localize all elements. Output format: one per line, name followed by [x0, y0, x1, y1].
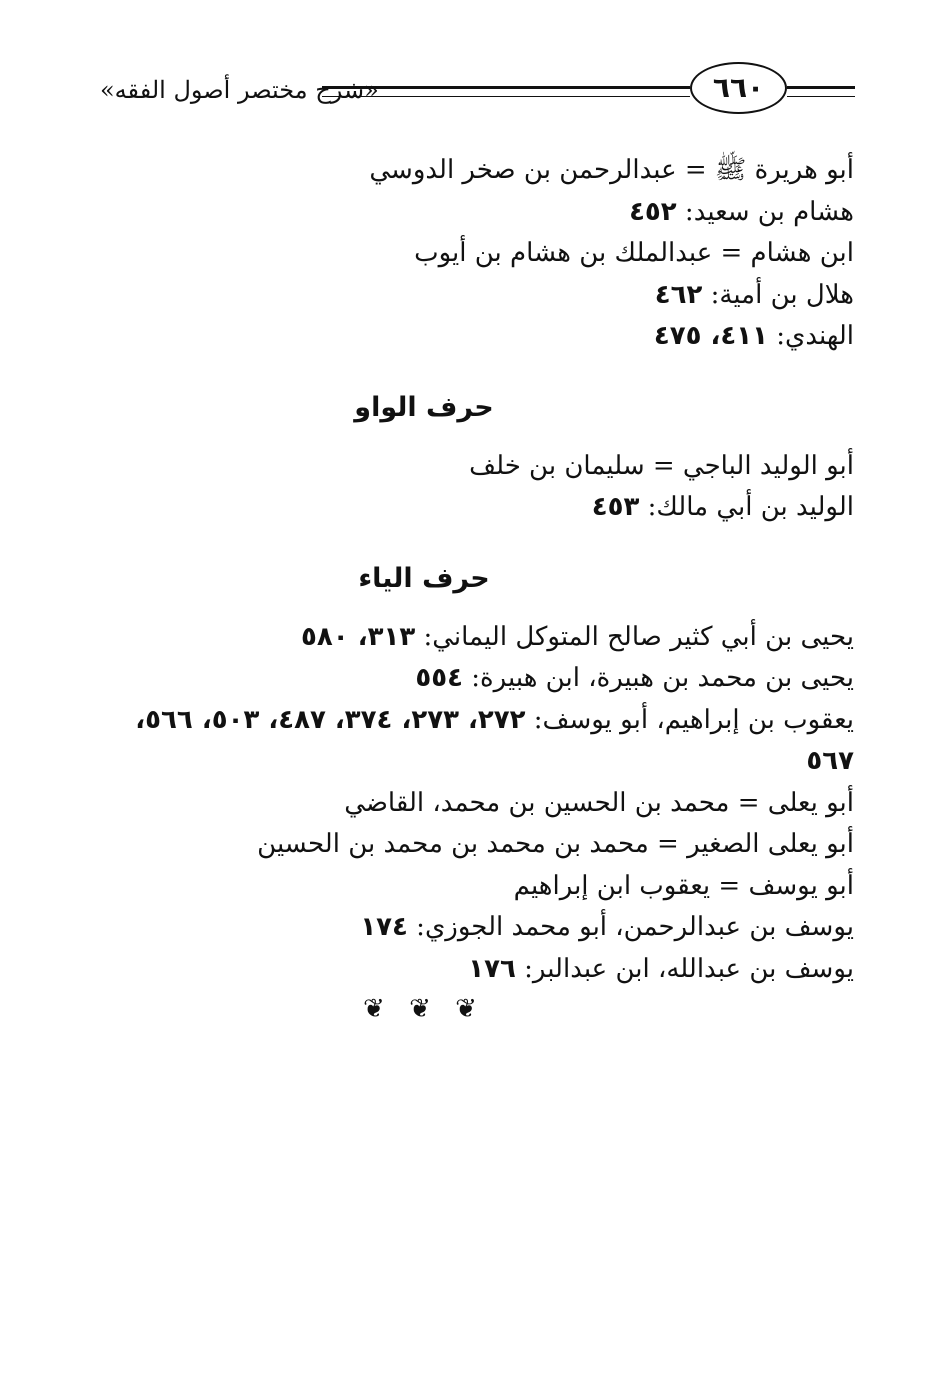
page-header	[100, 62, 855, 118]
index-entry: يوسف بن عبدالله، ابن عبدالبر: ١٧٦	[468, 953, 854, 984]
index-content	[114, 150, 854, 1024]
section-heading-waw: حرف الواو	[354, 391, 494, 423]
index-entry: الهندي: ٤١١، ٤٧٥	[653, 321, 854, 351]
index-entry: هلال بن أمية: ٤٦٢	[654, 279, 854, 310]
floral-ornament-icon: ❦	[409, 994, 439, 1024]
index-entry: ابن هشام = عبدالملك بن هشام بن أيوب	[414, 238, 854, 268]
index-entry: أبو يعلى = محمد بن الحسين بن محمد، القاضي	[344, 787, 854, 818]
section-heading-ya: حرف الياء	[358, 562, 490, 594]
index-entry: هشام بن سعيد: ٤٥٢	[629, 196, 854, 227]
floral-ornament-icon: ❦	[455, 994, 485, 1024]
index-entry: يحيى بن محمد بن هبيرة، ابن هبيرة: ٥٥٤	[415, 663, 854, 693]
page-number: ٦٦٠	[690, 62, 787, 114]
floral-ornament-icon: ❦	[363, 994, 393, 1024]
index-entry: أبو يعلى الصغير = محمد بن محمد بن محمد بن الحسين	[257, 829, 854, 859]
index-entry: أبو الوليد الباجي = سليمان بن خلف	[469, 450, 854, 481]
index-entry: يعقوب بن إبراهيم، أبو يوسف: ٢٧٢، ٢٧٣، ٣٧٤، ٤٨٧، ٥٠٣، ٥٦٦، ٥٦٧	[135, 704, 854, 776]
index-entry: أبو يوسف = يعقوب ابن إبراهيم	[513, 870, 854, 901]
closing-ornaments	[114, 994, 734, 1024]
book-title: «شرح مختصر أصول الفقه»	[100, 76, 379, 104]
index-entry: الوليد بن أبي مالك: ٤٥٣	[591, 492, 854, 522]
index-entry: يوسف بن عبدالرحمن، أبو محمد الجوزي: ١٧٤	[360, 912, 854, 942]
header-rule-right	[787, 86, 855, 97]
index-entry: أبو هريرة ﷺ = عبدالرحمن بن صخر الدوسي	[369, 155, 854, 185]
index-entry: يحيى بن أبي كثير صالح المتوكل اليماني: ٣١٣، ٥٨٠	[301, 621, 854, 652]
